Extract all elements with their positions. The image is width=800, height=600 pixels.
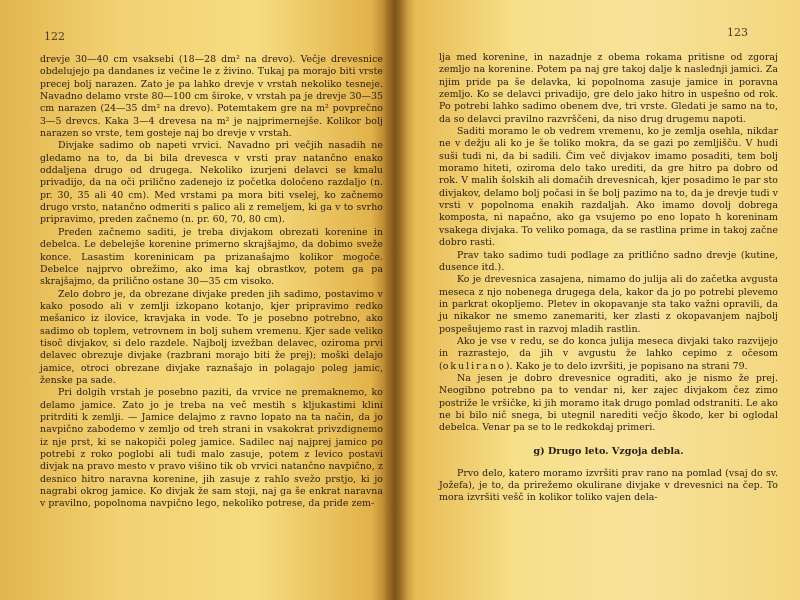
- paragraph: Prav tako sadimo tudi podlage za pritlično sadno drevje (kutine, dusence itd.).: [439, 249, 778, 273]
- paragraph-text: ). Kako je to delo izvršiti, je popisano na strani 79.: [505, 360, 748, 372]
- page-number-left: 122: [44, 30, 65, 43]
- left-page: [0, 0, 395, 600]
- left-page-text: [40, 54, 383, 511]
- paragraph: Zelo dobro je, da obrezane divjake preden jih sadimo, postavimo v kako posodo ali v zemlji izkopano kotanjo, kjer pripravimo redko mešanico iz ilovice, kravjaka in vode. To je posebno potrebno, ako sadimo ob toplem, vetrovnem in bolj suhem vremenu. Kjer sade veliko tisoč divjakov, si delo razdele. Najbolj izvežban delavec, oziroma prvi delavec obrezuje divjake (razbrani morajo biti že prej); moški delajo jamice, otroci obrezane divjake raznašajo in polagajo poleg jamic, ženske pa sade.: [40, 288, 383, 386]
- paragraph: Ko je drevesnica zasajena, nimamo do julija ali do začetka avgusta meseca z njo nobenega drugega dela, kakor da jo po potrebi plevemo in parkrat okopljemo. Pletev in okopavanje sta tako važni opravili, da ju nikakor ne smemo zanemariti, ker zlasti z okopavanjem najbolj pospešujemo rast in razvoj mladih rastlin.: [439, 274, 778, 335]
- page-number-right: 123: [727, 26, 748, 39]
- section-heading: g) Drugo leto. Vzgoja debla.: [533, 445, 684, 457]
- paragraph: drevje 30—40 cm vsaksebi (18—28 dm² na drevo). Večje drevesnice obdelujejo pa dandanes iz večine le z živino. Tukaj pa morajo biti vrste precej bolj narazen. Zato je pa lahko drevje v vrstah nekoliko tesneje. Navadno delamo vrste 80—100 cm široke, v vrstah pa je drevje 30—35 cm narazen (24—35 dm² na drevo). Potemtakem gre na m² povprečno 3—5 drevcs. Kaka 3—4 drevesa na m² je najprimernejše. Kolikor bolj narazen so vrste, tem gosteje naj bo drevje v vrstah.: [40, 54, 383, 140]
- paragraph: Prvo delo, katero moramo izvršiti prav rano na pomlad (vsaj do sv. Jožefa), je to, da prirežemo okulirane divjake v drevesnici na čep. To mora izvršiti vešč in kolikor toliko vajen dela-: [439, 467, 778, 504]
- spaced-term: okulirano: [442, 360, 506, 372]
- paragraph: Saditi moramo le ob vedrem vremenu, ko je zemlja osehla, nikdar ne v dežju ali ko je še toliko mokra, da se gazi po zemljišču. V hudi suši tudi ni, da bi sadili. Čim več divjakov imamo posaditi, tem bolj moramo hiteti, oziroma delo tako urediti, da gre hitro pa dobro od rok. V malih šolskih ali domačih drevesnicah, kjer posadimo le par sto divjakov, delamo bolj počasi in še bolj pazimo na to, da je drevje tudi v vrsti v popolnoma enakih razdaljah. Ako imamo dovolj dobrega komposta, ni napačno, ako ga vsujemo po eno lopato h koreninam vsakega divjaka. To veliko pomaga, da se rastlina prime in takoj začne dobro rasti.: [439, 126, 778, 249]
- paragraph-text: Ako je vse v redu, se do konca julija meseca divjaki tako razvijejo in razrastejo, da jih v avgustu že lahko cepimo z očesom (: [439, 335, 778, 372]
- right-page-text: [439, 52, 778, 505]
- right-page: [395, 0, 800, 600]
- paragraph: Pri dolgih vrstah je posebno paziti, da vrvice ne premaknemo, ko delamo jamice. Zato jo je treba na več mestih s kljukastimi klini pritrditi k zemlji. — Jamice delajmo z ravno lopato na ta način, da jo navpično zabodemo v zemljo od treh strani in vsakokrat privzdignemo iz nje prst, ki se nakopiči poleg jamice. Sadilec naj najprej jamico po potrebi z roko poglobi ali tudi malo zasuje, potem z levico postavi divjak na pravo mesto v pravo višino tik ob vrvici natančno navpično, z desnico hitro naravna korenine, jih zasuje z rahlo svežo prstjo, ki jo nagrabi okrog jamice. Ko divjak že sam stoji, naj ga še enkrat naravna v pravilno, popolnoma navpično lego, nekoliko potrese, da pride zem-: [40, 387, 383, 510]
- paragraph: lja med korenine, in nazadnje z obema rokama pritisne od zgoraj zemljo na korenine. Potem pa naj gre takoj dalje k naslednji jamici. Za njim pride pa še delavka, ki popolnoma zasuje jamice in poravna zemljo. Ko se delavci privadijo, gre delo jako hitro in uspešno od rok. Po potrebi lahko sadimo obenem dve, tri vrste. Gledati je samo na to, da so delavci pravilno razvrščeni, da niso drug drugemu napoti.: [439, 52, 778, 125]
- paragraph: Na jesen je dobro drevesnice ograditi, ako je nismo že prej. Neogibno potrebno pa to vendar ni, ker zajec divjakom čez zimo postriže le vršičke, ki jih moramo itak drugo pomlad odstraniti. Le ako ne bi bilo nič snega, bi utegnil narediti večjo škodo, ker bi oglodal debelca. Venar pa se to le redkokdaj primeri.: [439, 372, 778, 434]
- paragraph: [439, 336, 778, 373]
- paragraph: Preden začnemo saditi, je treba divjakom obrezati korenine in debelca. Le debelejše korenine primerno skrajšajmo, da dobimo sveže konce. Lasastim koreninicam pa prizanašajmo kolikor mogoče. Debelce najprvo obrežimo, ako ima kaj obrastkov, potem ga pa skrajšajmo, da prilično ostane 30—35 cm visoko.: [40, 226, 383, 288]
- paragraph: Divjake sadimo ob napeti vrvici. Navadno pri večjih nasadih ne gledamo na to, da bi bila drevesca v vrsti prav natančno enako oddaljena drugo od drugega. Nekoliko izurjeni delavci se kmalu privadijo, da na oči prilično zadenejo iz početka določeno razdaljo (n. pr. 30, 35 ali 40 cm). Med vrstami pa mora biti vselej, ko začnemo drugo vrsto, natančno odmeriti s palico ali z remeljem, ki ga v to svrho pripravimo, preden začnemo (n. pr. 60, 70, 80 cm).: [40, 140, 383, 226]
